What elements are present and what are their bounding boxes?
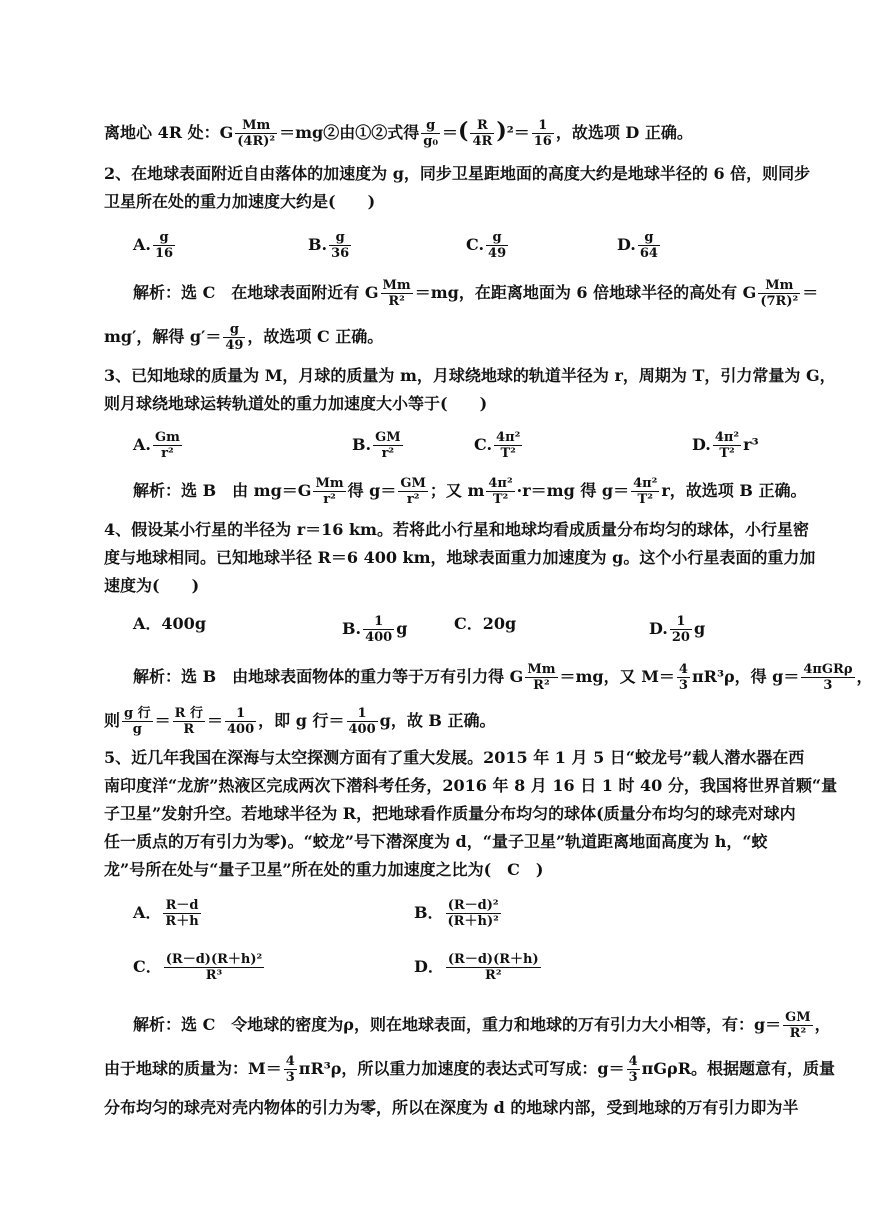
fraction: $\frac{Mm}{\text{(4R)²}}$	[237, 118, 276, 149]
option-a: A．400g	[133, 614, 207, 633]
fraction: $\frac{1}{16}$	[533, 118, 552, 149]
option-c: C. $\frac{\text{4π²}}{\text{T²}}$	[474, 430, 521, 461]
solution-5-line-3: 分布均匀的球壳对壳内物体的引力为零，所以在深度为 d 的地球内部，受到地球的万有引力即为半	[104, 1098, 799, 1117]
question-5-text: 5、近几年我国在深海与太空探测方面有了重大发展。2015 年 1 月 5 日“蛟龙号”载人潜水器在西	[104, 748, 805, 767]
question-5-text: 龙”号所在处与“量子卫星”所在处的重力加速度之比为( C )	[104, 860, 544, 879]
option-c: C. $\frac{g}{49}$	[466, 230, 507, 261]
option-c: C． $\frac{\text{(R－d)(R＋h)²}}{\text{R³}}$	[133, 952, 263, 983]
fraction: $\frac{g}{\text{g₀}}$	[423, 118, 439, 149]
option-a: A. $\frac{Gm}{\text{r²}}$	[133, 430, 180, 461]
solution-5-line-1: 解析：选 C 令地球的密度为ρ，则在地球表面，重力和地球的万有引力大小相等，有：g＝ $\frac{GM}{\text{R²}}$ ，	[133, 1010, 831, 1041]
option-d: D． $\frac{(R-d)(R+h)}{\text{R²}}$	[414, 952, 539, 983]
question-4-text: 度与地球相同。已知地球半径 R＝6 400 km，地球表面重力加速度为 g。这个小行星表面的重力加	[104, 548, 816, 567]
option-d: D. $\frac{g}{64}$	[617, 230, 658, 261]
solution-2-line-2: mg′，解得 g′＝ $\frac{g}{49}$ ，故选项 C 正确。	[104, 322, 384, 353]
solution-5-line-2: 由于地球的质量为：M＝ $\frac{4}{3}$ πR³ρ，所以重力加速度的表达式可写成：g＝ $\frac{4}{3}$ πGρR。根据题意有，质量	[104, 1054, 835, 1085]
fraction: $\frac{R}{4R}$	[472, 118, 493, 149]
question-4-text: 速度为( )	[104, 576, 200, 595]
solution-3: 解析：选 B 由 mg＝G $\frac{Mm}{\text{r²}}$ 得 g＝ $\frac{GM}{\text{r²}}$ ；又 m $\frac{\text{4π²}}{\text{T²}}$ ·r＝mg 得 g＝ $\frac{\text{4π²}}{\text{T²}}$ r，故选项 B 正确。	[133, 476, 807, 507]
question-3-text: 3、已知地球的质量为 M，月球的质量为 m，月球绕地球的轨道半径为 r，周期为 T，引力常量为 G，	[104, 366, 836, 385]
question-5-text: 子卫星”发射升空。若地球半径为 R，把地球看作质量分布均匀的球体(质量分布均匀的球壳对球内	[104, 804, 796, 823]
question-3-text: 则月球绕地球运转轨道处的重力加速度大小等于( )	[104, 394, 488, 413]
option-b: B. $\frac{g}{36}$	[308, 230, 350, 261]
solution-4-line-1: 解析：选 B 由地球表面物体的重力等于万有引力得 G $\frac{Mm}{\text{R²}}$ ＝mg，又 M＝ $\frac{4}{3}$ πR³ρ，得 g＝ $\frac{\text{4πGRρ}}{3}$ ，	[133, 662, 873, 693]
question-5-text: 南印度洋“龙旂”热液区完成两次下潜科考任务，2016 年 8 月 16 日 1 时 40 分，我国将世界首颗“量	[104, 776, 838, 795]
question-4-text: 4、假设某小行星的半径为 r＝16 km。若将此小行星和地球均看成质量分布均匀的球体，小行星密	[104, 520, 809, 539]
solution-4-line-2: 则 $\frac{\text{g 行}}{g}$ ＝ $\frac{\text{R 行}}{R}$ ＝ $\frac{1}{400}$ ，即 g 行＝ $\frac{1}{400}$ g，故 B 正确。	[104, 706, 496, 737]
question-2-text: 2、在地球表面附近自由落体的加速度为 g，同步卫星距地面的高度大约是地球半径的 6 倍，则同步	[104, 164, 811, 183]
option-c: C．20g	[454, 614, 517, 633]
question-2-text: 卫星所在处的重力加速度大约是( )	[104, 192, 376, 211]
option-a: A. $\frac{g}{16}$	[133, 230, 174, 261]
option-d: D. $\frac{\text{4π²}}{\text{T²}}$ r³	[692, 430, 759, 461]
question-5-text: 任一质点的万有引力为零)。“蛟龙”号下潜深度为 d，“量子卫星”轨道距离地面高度为 h，“蛟	[104, 832, 768, 851]
option-a: A． $\frac{R-d}{R+h}$	[133, 898, 199, 929]
option-b: B． $\frac{\text{(R－d)²}}{\text{(R＋h)²}}$	[414, 898, 499, 929]
solution-2-line-1: 解析：选 C 在地球表面附近有 G $\frac{Mm}{\text{R²}}$ ＝mg，在距离地面为 6 倍地球半径的高处有 G $\frac{Mm}{\text{(7R)²}}$ ＝	[133, 278, 819, 309]
solution-continuation: 离地心 4R 处：G $\frac{Mm}{\text{(4R)²}}$ ＝mg②由①②式得 $\frac{g}{\text{g₀}}$ ＝( $\frac{R}{4R}$ )²＝ $\frac{1}{16}$ ，故选项 D 正确。	[104, 118, 693, 149]
option-d: D. $\frac{1}{20}$ g	[649, 614, 706, 645]
option-b: B. $\frac{1}{400}$ g	[342, 614, 408, 645]
option-b: B. $\frac{GM}{\text{r²}}$	[352, 430, 401, 461]
